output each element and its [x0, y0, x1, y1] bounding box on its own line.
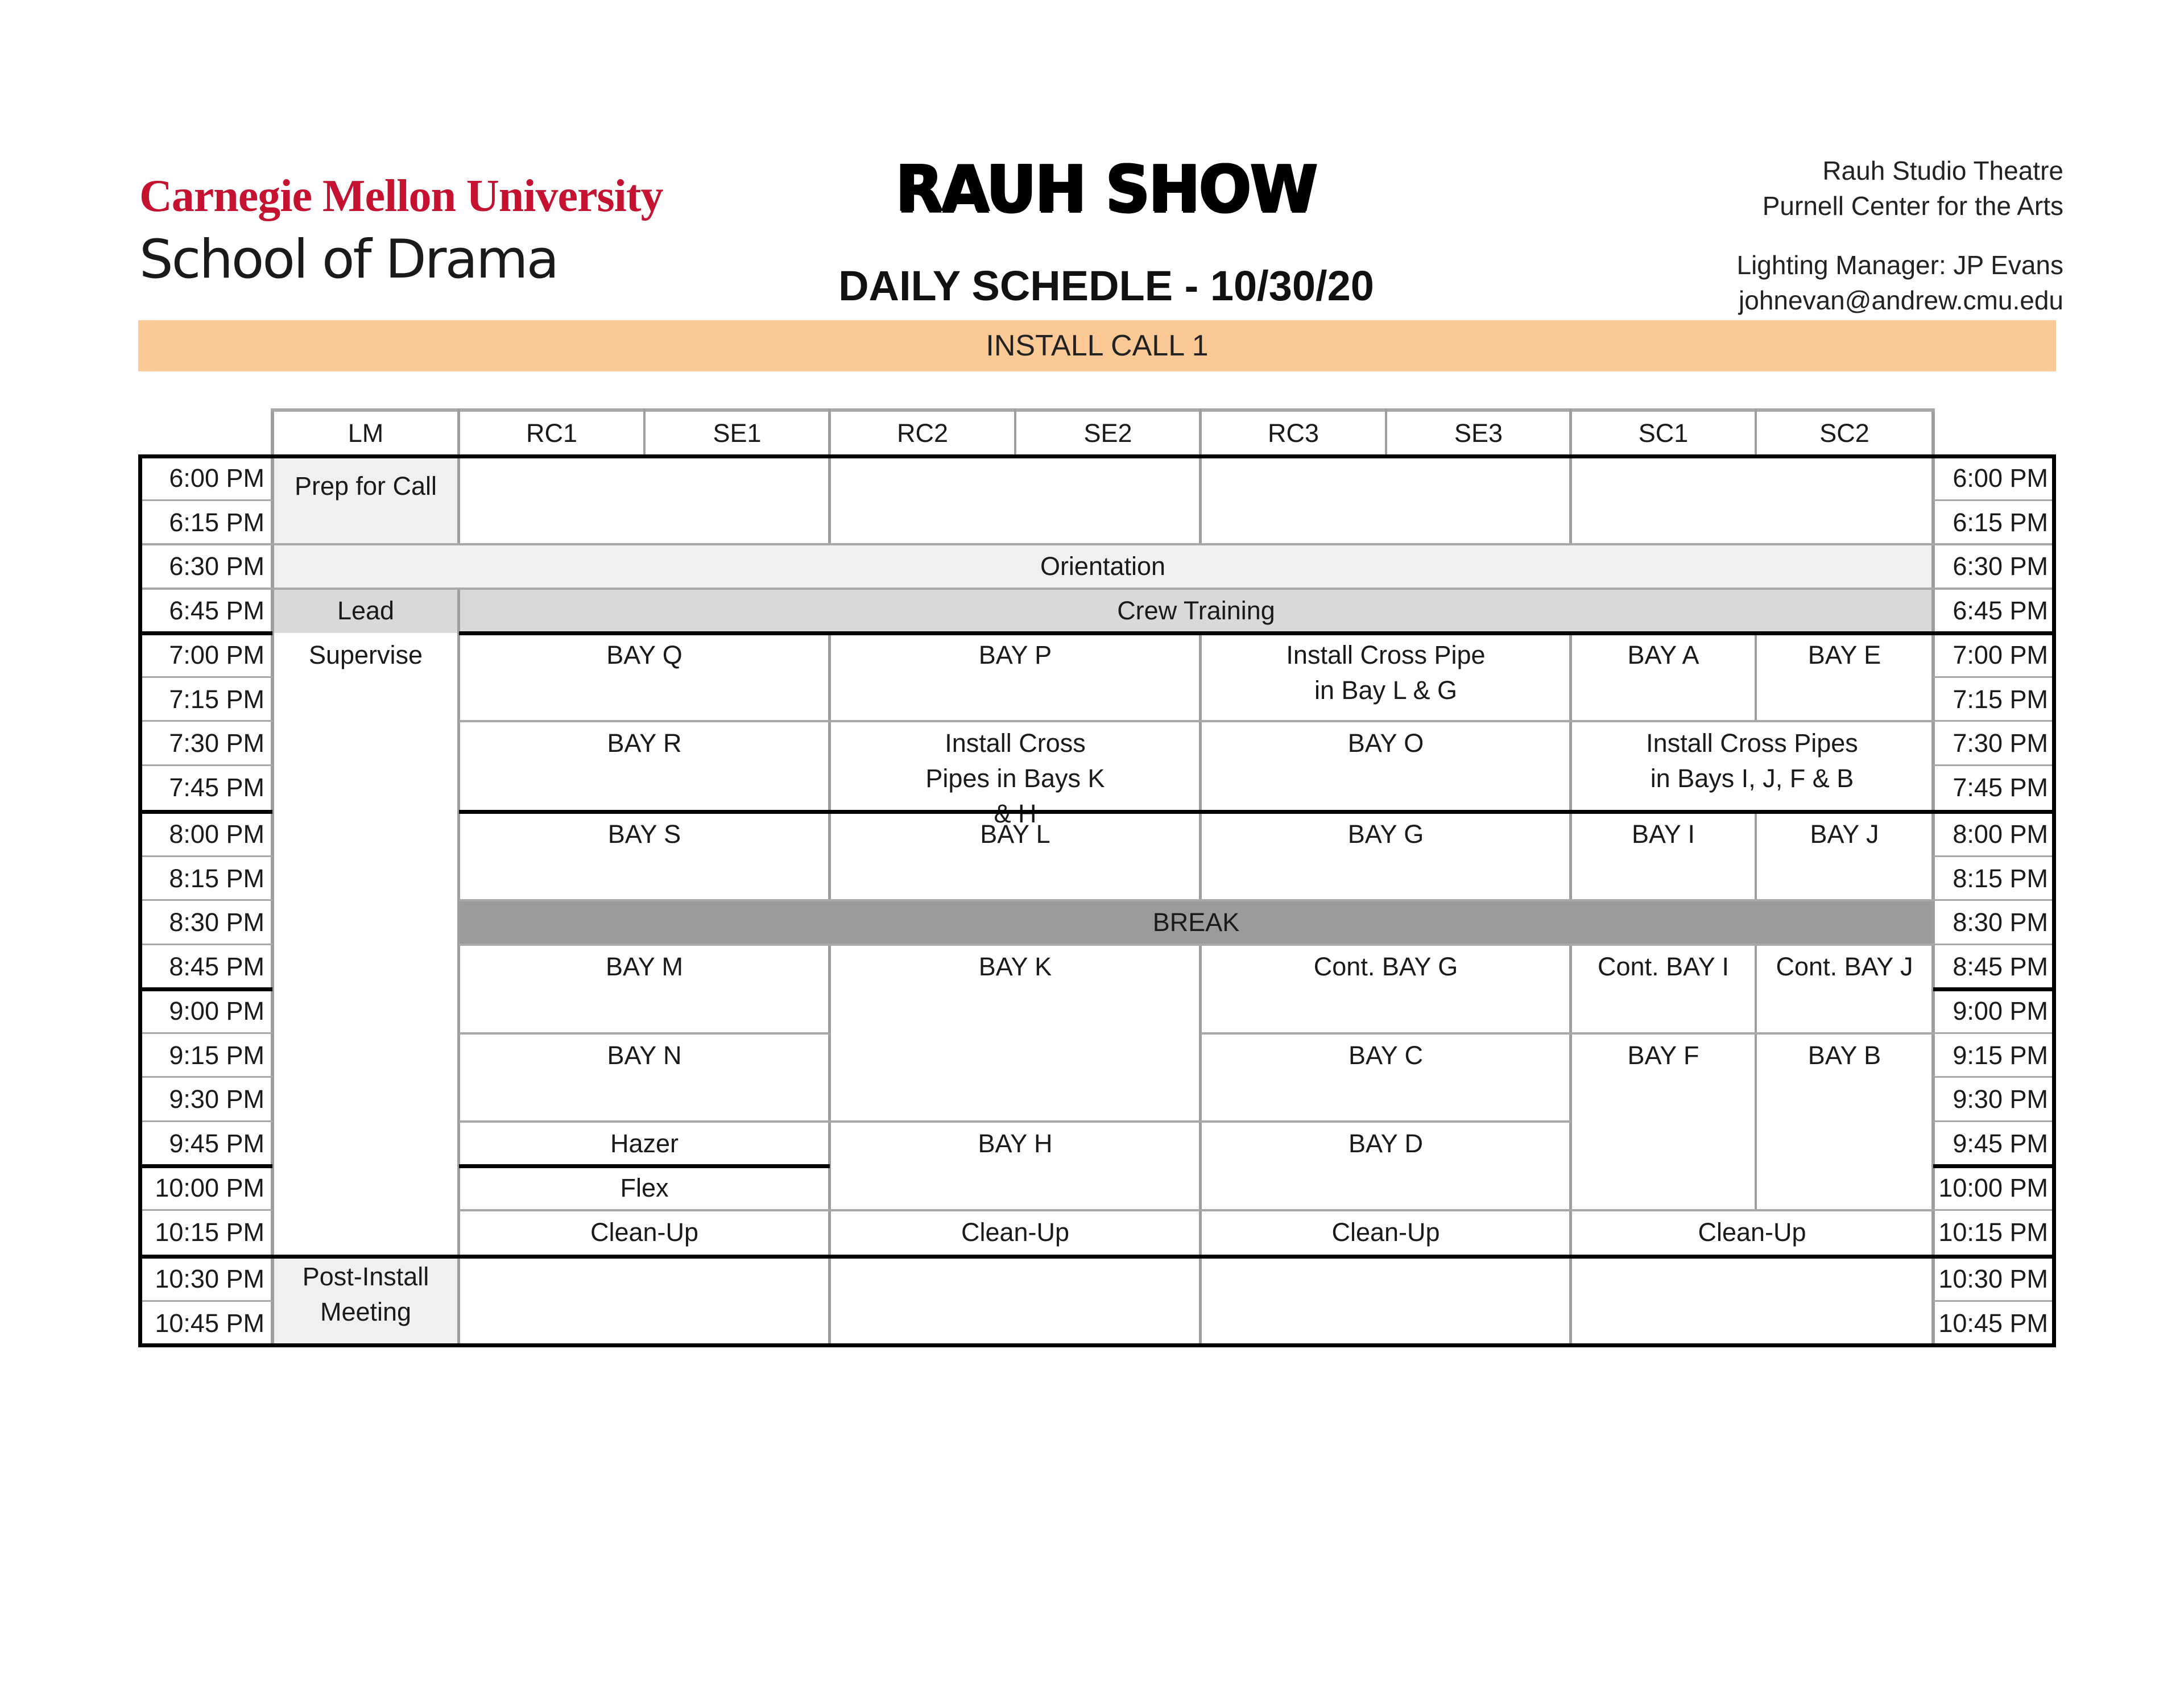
grid-line: [1933, 1120, 2056, 1122]
hour-line: [138, 987, 272, 991]
event-clean-up: Clean-Up: [1331, 1218, 1440, 1247]
grid-line: [1199, 633, 1202, 900]
time-label-left: 7:45 PM: [169, 773, 264, 802]
grid-line: [828, 456, 831, 544]
time-label-left: 7:30 PM: [169, 729, 264, 758]
time-label-right: 9:15 PM: [1953, 1040, 2048, 1070]
hour-line: [138, 810, 272, 814]
hour-line: [138, 454, 2056, 458]
hour-line: [138, 1164, 272, 1168]
grid-line: [1933, 499, 2056, 501]
venue-name: Rauh Studio Theatre: [1822, 156, 2063, 185]
time-label-right: 8:45 PM: [1953, 952, 2048, 981]
grid-line: [1755, 945, 1757, 1210]
time-label-left: 7:15 PM: [169, 684, 264, 714]
time-label-right: 8:00 PM: [1953, 820, 2048, 849]
grid-line: [139, 764, 272, 766]
time-label-left: 8:45 PM: [169, 952, 264, 981]
event-cont-bay-i: Cont. BAY I: [1598, 952, 1729, 981]
grid-line: [1933, 855, 2056, 857]
grid-line: [1933, 1076, 2056, 1078]
hour-line: [138, 1343, 2056, 1347]
grid-line: [828, 633, 831, 900]
manager-email: johnevan@andrew.cmu.edu: [1739, 286, 2063, 315]
event-bay-h: BAY H: [978, 1129, 1053, 1158]
grid-line: [1933, 764, 2056, 766]
time-label-right: 8:30 PM: [1953, 908, 2048, 937]
grid-line: [1933, 944, 2056, 945]
hour-line: [459, 631, 1933, 635]
grid-line: [139, 1120, 272, 1122]
event-post-install-meeting: Post-Install Meeting: [272, 1257, 459, 1345]
time-label-right: 7:45 PM: [1953, 773, 2048, 802]
grid-line: [1569, 456, 1572, 544]
event-cross-pipes-ijfb: Install Cross Pipes in Bays I, J, F & B: [1646, 729, 1858, 793]
grid-line: [139, 1076, 272, 1078]
time-label-left: 10:30 PM: [155, 1264, 264, 1293]
grid-line: [139, 1300, 272, 1302]
grid-line: [1755, 812, 1757, 900]
grid-line: [1933, 1209, 2056, 1211]
event-bay-a: BAY A: [1627, 640, 1699, 669]
event-cross-pipes-kh: Install Cross Pipes in Bays K: [925, 729, 1105, 793]
grid-line: [459, 1209, 1933, 1211]
time-label-right: 6:45 PM: [1953, 596, 2048, 625]
grid-line: [271, 408, 274, 456]
event-break: BREAK: [459, 900, 1933, 945]
grid-line: [139, 588, 2056, 590]
time-label-left: 6:15 PM: [169, 507, 264, 537]
event-bay-f: BAY F: [1627, 1041, 1699, 1070]
show-title: RAUH SHOW: [895, 151, 1317, 227]
university-logo-text: Carnegie Mellon University: [139, 171, 663, 221]
grid-line: [1385, 408, 1387, 456]
event-bay-e: BAY E: [1807, 640, 1881, 669]
time-label-left: 8:15 PM: [169, 863, 264, 893]
grid-line: [459, 899, 1933, 901]
schedule-title: DAILY SCHEDLE - 10/30/20: [838, 262, 1374, 309]
hour-line: [1933, 631, 2056, 635]
grid-line: [1569, 408, 1572, 456]
time-label-right: 10:15 PM: [1938, 1218, 2048, 1247]
grid-line: [139, 1032, 272, 1034]
grid-line: [1199, 456, 1202, 544]
event-bay-b: BAY B: [1807, 1041, 1881, 1070]
grid-line: [1199, 408, 1202, 456]
grid-line: [1569, 945, 1572, 1345]
time-label-left: 7:00 PM: [169, 640, 264, 669]
time-label-right: 10:00 PM: [1938, 1173, 2048, 1202]
grid-line: [1933, 676, 2056, 678]
hour-line: [459, 810, 1933, 814]
event-bay-n: BAY N: [607, 1041, 682, 1070]
hour-line: [1933, 987, 2056, 991]
grid-line: [459, 1032, 830, 1035]
col-header-sc1: SC1: [1638, 419, 1689, 448]
time-label-right: 7:15 PM: [1953, 684, 2048, 714]
grid-line: [271, 408, 1935, 412]
time-label-left: 9:45 PM: [169, 1129, 264, 1158]
hour-line: [138, 1255, 2056, 1259]
grid-line: [828, 408, 831, 456]
grid-line: [830, 1120, 1571, 1123]
event-bay-c: BAY C: [1349, 1041, 1423, 1070]
col-header-rc2: RC2: [896, 419, 949, 448]
grid-line: [1933, 899, 2056, 901]
border-line: [2052, 454, 2056, 1347]
grid-line: [643, 408, 646, 456]
grid-line: [1755, 408, 1757, 456]
event-bay-g: BAY G: [1347, 820, 1424, 849]
hour-line: [459, 1164, 830, 1168]
event-prep-for-call: Prep for Call: [272, 456, 459, 544]
col-header-sc2: SC2: [1819, 419, 1869, 448]
event-bay-j: BAY J: [1810, 820, 1879, 849]
col-header-se3: SE3: [1454, 419, 1503, 448]
event-cont-bay-j: Cont. BAY J: [1776, 952, 1913, 981]
time-label-left: 9:00 PM: [169, 996, 264, 1025]
grid-line: [1201, 1032, 1933, 1035]
grid-line: [139, 1209, 272, 1211]
time-label-right: 7:30 PM: [1953, 729, 2048, 758]
event-bay-q: BAY Q: [606, 640, 682, 669]
event-bay-k: BAY K: [978, 952, 1052, 981]
event-hazer: Hazer: [610, 1129, 679, 1158]
hour-line: [138, 631, 272, 635]
col-header-se1: SE1: [713, 419, 762, 448]
time-label-left: 6:30 PM: [169, 552, 264, 581]
time-label-right: 6:30 PM: [1953, 552, 2048, 581]
event-clean-up: Clean-Up: [1698, 1218, 1806, 1247]
time-label-left: 10:00 PM: [155, 1173, 264, 1202]
time-label-left: 10:45 PM: [155, 1308, 264, 1338]
grid-line: [1933, 1032, 2056, 1034]
time-label-left: 9:30 PM: [169, 1085, 264, 1114]
col-header-rc3: RC3: [1267, 419, 1320, 448]
grid-line: [1199, 945, 1202, 1345]
grid-line: [1569, 633, 1572, 900]
hour-line: [1933, 1164, 2056, 1168]
col-header-lm: LM: [348, 419, 384, 448]
event-cross-pipe-lg: Install Cross Pipe in Bay L & G: [1286, 640, 1486, 705]
grid-line: [459, 1120, 830, 1123]
time-label-left: 10:15 PM: [155, 1218, 264, 1247]
event-bay-i: BAY I: [1632, 820, 1695, 849]
time-label-left: 9:15 PM: [169, 1040, 264, 1070]
event-bay-o: BAY O: [1347, 729, 1424, 758]
time-label-right: 9:45 PM: [1953, 1129, 2048, 1158]
event-orientation: Orientation: [272, 544, 1933, 589]
event-lead: Lead: [272, 589, 459, 633]
grid-line: [139, 499, 272, 501]
grid-line: [1933, 720, 2056, 722]
time-label-right: 10:30 PM: [1938, 1264, 2048, 1293]
event-bay-d: BAY D: [1349, 1129, 1423, 1158]
grid-line: [139, 543, 2056, 545]
grid-line: [139, 855, 272, 857]
time-label-left: 8:30 PM: [169, 908, 264, 937]
time-label-right: 9:30 PM: [1953, 1085, 2048, 1114]
time-label-right: 6:00 PM: [1953, 464, 2048, 493]
grid-line: [1931, 408, 1935, 456]
event-crew-training: Crew Training: [459, 589, 1933, 633]
event-bay-l: BAY L: [980, 820, 1050, 849]
grid-line: [1755, 633, 1757, 721]
grid-line: [139, 899, 272, 901]
event-clean-up: Clean-Up: [590, 1218, 699, 1247]
time-label-right: 10:45 PM: [1938, 1308, 2048, 1338]
event-bay-m: BAY M: [606, 952, 683, 981]
grid-line: [457, 589, 460, 1345]
border-line: [138, 454, 142, 1347]
event-clean-up: Clean-Up: [961, 1218, 1070, 1247]
col-header-rc1: RC1: [526, 419, 578, 448]
time-label-right: 7:00 PM: [1953, 640, 2048, 669]
time-label-left: 8:00 PM: [169, 820, 264, 849]
grid-line: [1014, 408, 1016, 456]
venue-building: Purnell Center for the Arts: [1762, 191, 2063, 221]
event-bay-p: BAY P: [978, 640, 1052, 669]
time-label-left: 6:00 PM: [169, 464, 264, 493]
grid-line: [139, 944, 272, 945]
event-supervise: Supervise: [308, 640, 423, 669]
time-label-left: 6:45 PM: [169, 596, 264, 625]
school-name: School of Drama: [139, 229, 558, 291]
grid-line: [457, 456, 460, 544]
event-cont-bay-g: Cont. BAY G: [1313, 952, 1458, 981]
lighting-manager: Lighting Manager: JP Evans: [1736, 250, 2063, 280]
hour-line: [1933, 810, 2056, 814]
grid-line: [139, 720, 272, 722]
call-banner: INSTALL CALL 1: [138, 320, 2056, 371]
grid-line: [1933, 1300, 2056, 1302]
time-label-right: 6:15 PM: [1953, 507, 2048, 537]
event-bay-s: BAY S: [607, 820, 681, 849]
event-flex: Flex: [620, 1173, 669, 1202]
event-bay-r: BAY R: [607, 729, 682, 758]
time-label-right: 8:15 PM: [1953, 863, 2048, 893]
grid-line: [459, 944, 1933, 946]
grid-line: [459, 720, 1933, 722]
grid-line: [139, 676, 272, 678]
time-label-right: 9:00 PM: [1953, 996, 2048, 1025]
grid-line: [457, 408, 460, 456]
grid-line: [828, 945, 831, 1345]
col-header-se2: SE2: [1083, 419, 1132, 448]
